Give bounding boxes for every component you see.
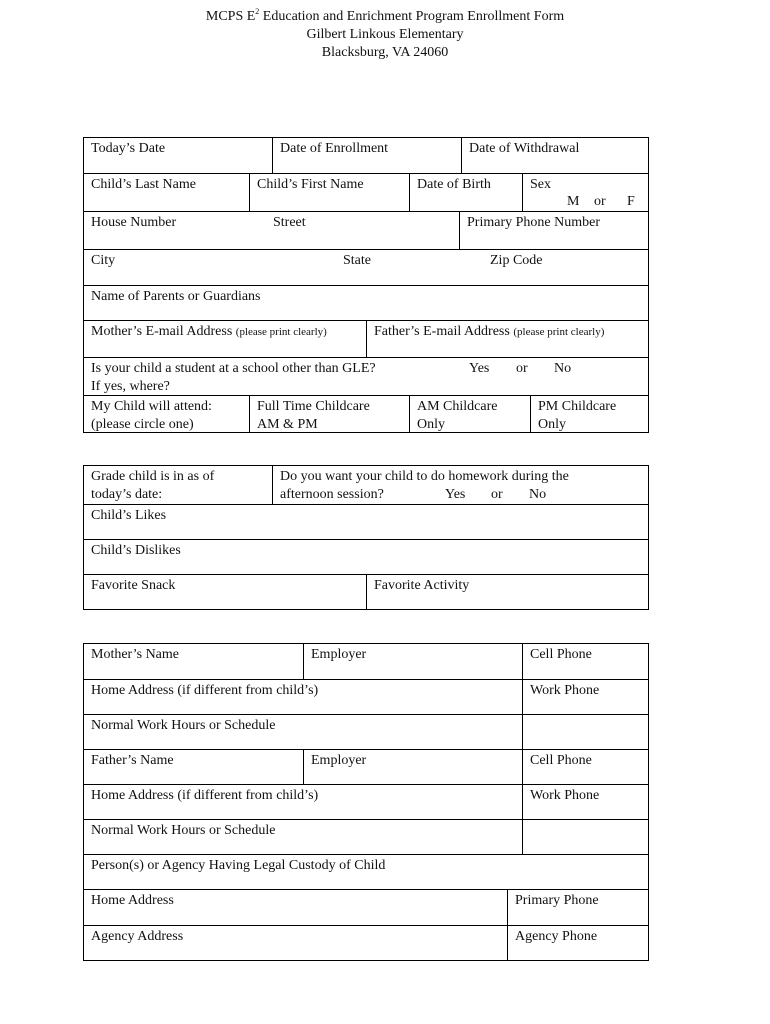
snack-field[interactable] [84, 575, 366, 609]
city-state-zip-field[interactable] [84, 250, 648, 285]
title-suffix: Education and Enrichment Program Enrollment Form [259, 9, 565, 24]
father-email-field[interactable] [366, 321, 648, 357]
mother-work-phone-label: Work Phone [530, 683, 600, 698]
pm-option[interactable] [530, 396, 648, 432]
homework-question-line2: afternoon session? [280, 487, 384, 502]
mother-cell-label: Cell Phone [530, 647, 592, 662]
father-address-row [84, 784, 648, 819]
mother-cell-field[interactable] [522, 644, 648, 679]
attendance-label: My Child will attend: [91, 399, 212, 414]
other-school-field[interactable] [84, 358, 648, 395]
homework-or: or [491, 487, 503, 502]
parents-field[interactable] [84, 286, 648, 320]
mother-email-note: (please print clearly) [235, 326, 327, 338]
pm-label: PM Childcare [538, 399, 617, 414]
todays-date-label: Today’s Date [91, 141, 166, 156]
full-time-label: Full Time Childcare [257, 399, 370, 414]
house-street-field[interactable] [84, 212, 459, 249]
title-superscript: 2 [255, 7, 260, 16]
dob-label: Date of Birth [417, 177, 491, 192]
father-address-label: Home Address (if different from child’s) [91, 788, 319, 803]
todays-date-field[interactable] [84, 138, 272, 173]
activity-label: Favorite Activity [374, 578, 470, 593]
dislikes-row [84, 539, 648, 574]
zip-label: Zip Code [490, 253, 543, 268]
likes-row [84, 504, 648, 539]
father-cell-label: Cell Phone [530, 753, 592, 768]
custody-label: Person(s) or Agency Having Legal Custody of Child [91, 858, 386, 873]
other-school-or: or [516, 361, 528, 376]
dislikes-label: Child’s Dislikes [91, 543, 181, 558]
father-name-row [84, 749, 648, 784]
mother-work-phone-field[interactable] [522, 680, 648, 714]
child-info-table [83, 137, 649, 433]
attendance-label-cell [84, 396, 249, 432]
email-row [84, 320, 648, 357]
am-only: Only [417, 417, 445, 432]
full-time-hours: AM & PM [257, 417, 318, 432]
mother-name-field[interactable] [84, 644, 303, 679]
mother-hours-label: Normal Work Hours or Schedule [91, 718, 276, 733]
agency-phone-label: Agency Phone [515, 929, 598, 944]
homework-question: Do you want your child to do homework during the [280, 469, 569, 484]
custody-field[interactable] [84, 855, 648, 889]
father-cell-field[interactable] [522, 750, 648, 784]
custody-row [84, 854, 648, 889]
mother-hours-row [84, 714, 648, 749]
title-prefix: MCPS E [205, 9, 256, 24]
first-name-label: Child’s First Name [257, 177, 364, 192]
mother-address-label: Home Address (if different from child’s) [91, 683, 319, 698]
other-school-yes[interactable]: Yes [469, 361, 490, 376]
grade-field[interactable] [84, 466, 272, 504]
if-yes-label: If yes, where? [91, 379, 170, 394]
mother-address-field[interactable] [84, 680, 522, 714]
pm-only: Only [538, 417, 566, 432]
am-label: AM Childcare [417, 399, 498, 414]
grade-label: Grade child is in as of [91, 469, 215, 484]
mother-hours-field[interactable] [84, 715, 522, 749]
homework-no[interactable]: No [529, 487, 547, 502]
mother-hours-blank[interactable] [522, 715, 648, 749]
mother-name-row [84, 644, 648, 679]
other-school-row [84, 357, 648, 395]
father-work-phone-field[interactable] [522, 785, 648, 819]
likes-label: Child’s Likes [91, 508, 167, 523]
child-name-row [84, 173, 648, 211]
street-label: Street [273, 215, 306, 230]
address-row [84, 211, 648, 249]
custody-home-address-label: Home Address [91, 893, 174, 908]
father-employer-label: Employer [311, 753, 367, 768]
parents-row [84, 285, 648, 320]
city-row [84, 249, 648, 285]
mother-employer-field[interactable] [303, 644, 522, 679]
mother-email-label: Mother’s E-mail Address [91, 324, 233, 339]
agency-address-field[interactable] [84, 926, 507, 960]
agency-phone-field[interactable] [507, 926, 648, 960]
city-label: City [91, 253, 116, 268]
mother-address-row [84, 679, 648, 714]
primary-phone-label: Primary Phone Number [467, 215, 600, 230]
dates-row [84, 138, 648, 173]
father-work-phone-label: Work Phone [530, 788, 600, 803]
last-name-label: Child’s Last Name [91, 177, 196, 192]
other-school-no[interactable]: No [554, 361, 572, 376]
parents-label: Name of Parents or Guardians [91, 289, 261, 304]
custody-primary-phone-label: Primary Phone [515, 893, 599, 908]
house-number-label: House Number [91, 215, 177, 230]
primary-phone-field[interactable] [459, 212, 648, 249]
school-name: Gilbert Linkous Elementary [306, 27, 464, 42]
father-email-label: Father’s E-mail Address [374, 324, 510, 339]
agency-row [84, 925, 648, 960]
parent-info-table [83, 643, 649, 961]
father-hours-row [84, 819, 648, 854]
grade-label-line2: today’s date: [91, 487, 163, 502]
agency-address-label: Agency Address [91, 929, 184, 944]
homework-field[interactable] [272, 466, 648, 504]
sex-label: Sex [530, 177, 551, 192]
likes-field[interactable] [84, 505, 648, 539]
full-time-option[interactable] [249, 396, 409, 432]
form-header [0, 8, 770, 62]
child-preferences-table [83, 465, 649, 610]
sex-or-text: or [594, 194, 606, 209]
other-school-question: Is your child a student at a school other than GLE? [91, 361, 376, 376]
snack-label: Favorite Snack [91, 578, 176, 593]
custody-primary-phone-field[interactable] [507, 890, 648, 925]
custody-address-row [84, 889, 648, 925]
dislikes-field[interactable] [84, 540, 648, 574]
attendance-instruction: (please circle one) [91, 417, 194, 432]
attendance-row [84, 395, 648, 432]
last-name-field[interactable] [84, 174, 249, 211]
grade-homework-row [84, 466, 648, 504]
father-name-field[interactable] [84, 750, 303, 784]
mother-employer-label: Employer [311, 647, 367, 662]
mother-name-label: Mother’s Name [91, 647, 179, 662]
sex-field [522, 174, 648, 211]
father-hours-label: Normal Work Hours or Schedule [91, 823, 276, 838]
mother-email-field[interactable] [84, 321, 366, 357]
dob-field[interactable] [409, 174, 522, 211]
am-option[interactable] [409, 396, 530, 432]
father-hours-field[interactable] [84, 820, 522, 854]
enrollment-date-label: Date of Enrollment [280, 141, 389, 156]
father-name-label: Father’s Name [91, 753, 174, 768]
sex-option-m[interactable]: M [567, 194, 580, 209]
sex-option-f[interactable]: F [627, 194, 635, 209]
withdrawal-date-label: Date of Withdrawal [469, 141, 580, 156]
father-email-note: (please print clearly) [513, 326, 605, 338]
activity-field[interactable] [366, 575, 648, 609]
homework-yes[interactable]: Yes [445, 487, 466, 502]
favorites-row [84, 574, 648, 609]
state-label: State [343, 253, 371, 268]
father-hours-blank[interactable] [522, 820, 648, 854]
first-name-field[interactable] [249, 174, 409, 211]
father-employer-field[interactable] [303, 750, 522, 784]
school-location: Blacksburg, VA 24060 [321, 45, 449, 60]
father-address-field[interactable] [84, 785, 522, 819]
withdrawal-date-field[interactable] [461, 138, 648, 173]
custody-home-address-field[interactable] [84, 890, 507, 925]
form-title [0, 8, 770, 26]
enrollment-date-field[interactable] [272, 138, 461, 173]
